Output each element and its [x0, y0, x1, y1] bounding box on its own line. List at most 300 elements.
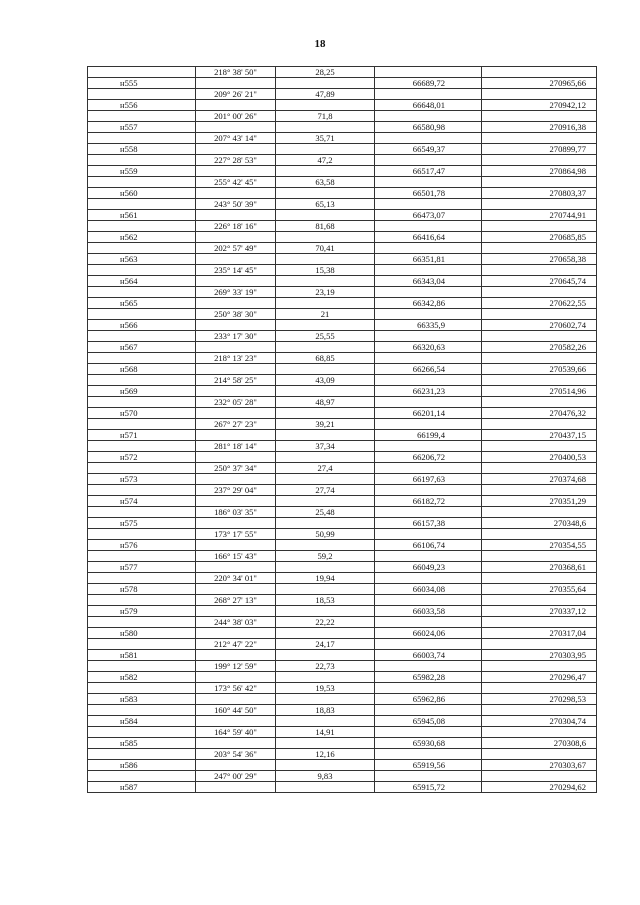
y-coordinate-cell: 270602,74: [482, 320, 597, 331]
distance-cell: [276, 386, 375, 397]
distance-cell: [276, 540, 375, 551]
direction-angle-cell: [196, 672, 276, 683]
y-coordinate-cell: 270304,74: [482, 716, 597, 727]
table-row: [88, 529, 597, 540]
table-row: [88, 144, 597, 155]
y-coordinate-cell: 270308,6: [482, 738, 597, 749]
point-name-cell: [88, 133, 196, 144]
direction-angle-cell: [196, 364, 276, 375]
x-coordinate-cell: 66003,74: [375, 650, 482, 661]
distance-cell: [276, 650, 375, 661]
y-coordinate-cell: [482, 595, 597, 606]
point-name-cell: н585: [88, 738, 196, 749]
x-coordinate-cell: [375, 353, 482, 364]
direction-angle-cell: 243° 50' 39": [196, 199, 276, 210]
x-coordinate-cell: [375, 441, 482, 452]
point-name-cell: н567: [88, 342, 196, 353]
x-coordinate-cell: 65915,72: [375, 782, 482, 793]
y-coordinate-cell: [482, 507, 597, 518]
x-coordinate-cell: [375, 67, 482, 78]
point-name-cell: [88, 529, 196, 540]
table-row: [88, 639, 597, 650]
distance-cell: [276, 518, 375, 529]
table-row: [88, 353, 597, 364]
x-coordinate-cell: [375, 485, 482, 496]
point-name-cell: н586: [88, 760, 196, 771]
distance-cell: 25,48: [276, 507, 375, 518]
table-row: [88, 111, 597, 122]
point-name-cell: [88, 771, 196, 782]
x-coordinate-cell: 66266,54: [375, 364, 482, 375]
distance-cell: [276, 628, 375, 639]
distance-cell: 19,94: [276, 573, 375, 584]
point-name-cell: н578: [88, 584, 196, 595]
direction-angle-cell: 281° 18' 14": [196, 441, 276, 452]
distance-cell: 12,16: [276, 749, 375, 760]
point-name-cell: [88, 309, 196, 320]
table-row: [88, 331, 597, 342]
distance-cell: [276, 144, 375, 155]
direction-angle-cell: [196, 518, 276, 529]
distance-cell: 65,13: [276, 199, 375, 210]
y-coordinate-cell: 270317,04: [482, 628, 597, 639]
distance-cell: 71,8: [276, 111, 375, 122]
y-coordinate-cell: 270916,38: [482, 122, 597, 133]
y-coordinate-cell: 270298,53: [482, 694, 597, 705]
direction-angle-cell: 268° 27' 13": [196, 595, 276, 606]
x-coordinate-cell: [375, 727, 482, 738]
distance-cell: 68,85: [276, 353, 375, 364]
distance-cell: 48,97: [276, 397, 375, 408]
table-row: [88, 78, 597, 89]
distance-cell: [276, 78, 375, 89]
x-coordinate-cell: 66024,06: [375, 628, 482, 639]
table-row: [88, 672, 597, 683]
distance-cell: [276, 188, 375, 199]
table-row: [88, 199, 597, 210]
table-row: [88, 67, 597, 78]
x-coordinate-cell: 66182,72: [375, 496, 482, 507]
table-row: [88, 518, 597, 529]
y-coordinate-cell: 270374,68: [482, 474, 597, 485]
table-row: [88, 474, 597, 485]
distance-cell: [276, 584, 375, 595]
distance-cell: [276, 408, 375, 419]
y-coordinate-cell: [482, 353, 597, 364]
direction-angle-cell: [196, 122, 276, 133]
direction-angle-cell: [196, 166, 276, 177]
distance-cell: 15,38: [276, 265, 375, 276]
distance-cell: 22,22: [276, 617, 375, 628]
x-coordinate-cell: 66106,74: [375, 540, 482, 551]
distance-cell: [276, 342, 375, 353]
x-coordinate-cell: [375, 529, 482, 540]
direction-angle-cell: [196, 78, 276, 89]
direction-angle-cell: 201° 00' 26": [196, 111, 276, 122]
y-coordinate-cell: [482, 771, 597, 782]
y-coordinate-cell: 270437,15: [482, 430, 597, 441]
x-coordinate-cell: [375, 771, 482, 782]
y-coordinate-cell: [482, 287, 597, 298]
x-coordinate-cell: [375, 309, 482, 320]
distance-cell: 14,91: [276, 727, 375, 738]
table-row: [88, 254, 597, 265]
x-coordinate-cell: 66501,78: [375, 188, 482, 199]
point-name-cell: [88, 199, 196, 210]
direction-angle-cell: [196, 738, 276, 749]
distance-cell: [276, 254, 375, 265]
y-coordinate-cell: [482, 375, 597, 386]
distance-cell: [276, 606, 375, 617]
y-coordinate-cell: 270645,74: [482, 276, 597, 287]
point-name-cell: н570: [88, 408, 196, 419]
y-coordinate-cell: 270303,95: [482, 650, 597, 661]
table-row: [88, 89, 597, 100]
distance-cell: [276, 760, 375, 771]
x-coordinate-cell: [375, 155, 482, 166]
x-coordinate-cell: 66335,9: [375, 320, 482, 331]
point-name-cell: н563: [88, 254, 196, 265]
table-row: [88, 562, 597, 573]
x-coordinate-cell: 66342,86: [375, 298, 482, 309]
direction-angle-cell: 214° 58' 25": [196, 375, 276, 386]
x-coordinate-cell: 66157,38: [375, 518, 482, 529]
y-coordinate-cell: 270685,85: [482, 232, 597, 243]
distance-cell: 47,89: [276, 89, 375, 100]
table-row: [88, 760, 597, 771]
direction-angle-cell: [196, 716, 276, 727]
direction-angle-cell: [196, 386, 276, 397]
distance-cell: 81,68: [276, 221, 375, 232]
table-row: [88, 243, 597, 254]
table-row: [88, 628, 597, 639]
distance-cell: 59,2: [276, 551, 375, 562]
y-coordinate-cell: 270337,12: [482, 606, 597, 617]
point-name-cell: [88, 661, 196, 672]
x-coordinate-cell: [375, 507, 482, 518]
distance-cell: 27,4: [276, 463, 375, 474]
point-name-cell: [88, 89, 196, 100]
distance-cell: [276, 122, 375, 133]
y-coordinate-cell: [482, 441, 597, 452]
direction-angle-cell: 247° 00' 29": [196, 771, 276, 782]
x-coordinate-cell: 66049,23: [375, 562, 482, 573]
x-coordinate-cell: 66351,81: [375, 254, 482, 265]
distance-cell: 37,34: [276, 441, 375, 452]
point-name-cell: н558: [88, 144, 196, 155]
y-coordinate-cell: [482, 221, 597, 232]
point-name-cell: н582: [88, 672, 196, 683]
x-coordinate-cell: 66549,37: [375, 144, 482, 155]
x-coordinate-cell: 66343,04: [375, 276, 482, 287]
direction-angle-cell: 203° 54' 36": [196, 749, 276, 760]
distance-cell: 28,25: [276, 67, 375, 78]
direction-angle-cell: [196, 474, 276, 485]
y-coordinate-cell: 270744,91: [482, 210, 597, 221]
table-row: [88, 573, 597, 584]
x-coordinate-cell: [375, 639, 482, 650]
point-name-cell: н587: [88, 782, 196, 793]
distance-cell: [276, 496, 375, 507]
table-row: [88, 551, 597, 562]
point-name-cell: [88, 749, 196, 760]
direction-angle-cell: 166° 15' 43": [196, 551, 276, 562]
direction-angle-cell: [196, 694, 276, 705]
point-name-cell: [88, 419, 196, 430]
x-coordinate-cell: 66473,07: [375, 210, 482, 221]
direction-angle-cell: [196, 606, 276, 617]
distance-cell: [276, 562, 375, 573]
point-name-cell: н572: [88, 452, 196, 463]
distance-cell: [276, 694, 375, 705]
y-coordinate-cell: 270296,47: [482, 672, 597, 683]
x-coordinate-cell: [375, 683, 482, 694]
distance-cell: 18,83: [276, 705, 375, 716]
table-row: [88, 683, 597, 694]
point-name-cell: [88, 463, 196, 474]
distance-cell: 35,71: [276, 133, 375, 144]
point-name-cell: [88, 397, 196, 408]
x-coordinate-cell: [375, 463, 482, 474]
table-row: [88, 298, 597, 309]
x-coordinate-cell: 66320,63: [375, 342, 482, 353]
point-name-cell: н584: [88, 716, 196, 727]
point-name-cell: [88, 375, 196, 386]
direction-angle-cell: [196, 408, 276, 419]
distance-cell: [276, 430, 375, 441]
x-coordinate-cell: [375, 551, 482, 562]
y-coordinate-cell: [482, 705, 597, 716]
y-coordinate-cell: [482, 529, 597, 540]
point-name-cell: [88, 617, 196, 628]
distance-cell: [276, 474, 375, 485]
point-name-cell: [88, 111, 196, 122]
x-coordinate-cell: 66033,58: [375, 606, 482, 617]
distance-cell: 9,83: [276, 771, 375, 782]
point-name-cell: [88, 507, 196, 518]
table-row: [88, 375, 597, 386]
point-name-cell: н581: [88, 650, 196, 661]
direction-angle-cell: [196, 584, 276, 595]
direction-angle-cell: 237° 29' 04": [196, 485, 276, 496]
direction-angle-cell: 255° 42' 45": [196, 177, 276, 188]
y-coordinate-cell: 270899,77: [482, 144, 597, 155]
distance-cell: 39,21: [276, 419, 375, 430]
y-coordinate-cell: 270368,61: [482, 562, 597, 573]
direction-angle-cell: [196, 540, 276, 551]
y-coordinate-cell: [482, 485, 597, 496]
distance-cell: [276, 210, 375, 221]
point-name-cell: н575: [88, 518, 196, 529]
y-coordinate-cell: 270864,98: [482, 166, 597, 177]
coordinates-table: [87, 66, 597, 793]
table-row: [88, 100, 597, 111]
distance-cell: [276, 232, 375, 243]
point-name-cell: н569: [88, 386, 196, 397]
table-row: [88, 606, 597, 617]
direction-angle-cell: 160° 44' 50": [196, 705, 276, 716]
x-coordinate-cell: [375, 331, 482, 342]
y-coordinate-cell: 270514,96: [482, 386, 597, 397]
point-name-cell: [88, 155, 196, 166]
table-row: [88, 540, 597, 551]
x-coordinate-cell: 65945,08: [375, 716, 482, 727]
distance-cell: [276, 276, 375, 287]
x-coordinate-cell: 65982,28: [375, 672, 482, 683]
y-coordinate-cell: [482, 155, 597, 166]
y-coordinate-cell: 270294,62: [482, 782, 597, 793]
y-coordinate-cell: 270355,64: [482, 584, 597, 595]
y-coordinate-cell: 270539,66: [482, 364, 597, 375]
point-name-cell: н580: [88, 628, 196, 639]
table-row: [88, 716, 597, 727]
x-coordinate-cell: 66517,47: [375, 166, 482, 177]
y-coordinate-cell: [482, 67, 597, 78]
point-name-cell: н568: [88, 364, 196, 375]
table-row: [88, 166, 597, 177]
x-coordinate-cell: [375, 199, 482, 210]
y-coordinate-cell: [482, 331, 597, 342]
direction-angle-cell: [196, 100, 276, 111]
point-name-cell: н573: [88, 474, 196, 485]
direction-angle-cell: [196, 562, 276, 573]
direction-angle-cell: 207° 43' 14": [196, 133, 276, 144]
point-name-cell: [88, 683, 196, 694]
y-coordinate-cell: 270942,12: [482, 100, 597, 111]
y-coordinate-cell: 270348,6: [482, 518, 597, 529]
point-name-cell: [88, 265, 196, 276]
x-coordinate-cell: 66689,72: [375, 78, 482, 89]
distance-cell: [276, 716, 375, 727]
coordinates-table-body: [88, 67, 597, 793]
distance-cell: 27,74: [276, 485, 375, 496]
y-coordinate-cell: 270622,55: [482, 298, 597, 309]
direction-angle-cell: [196, 298, 276, 309]
point-name-cell: н556: [88, 100, 196, 111]
point-name-cell: [88, 639, 196, 650]
distance-cell: 21: [276, 309, 375, 320]
distance-cell: [276, 452, 375, 463]
table-row: [88, 386, 597, 397]
table-row: [88, 661, 597, 672]
table-row: [88, 221, 597, 232]
point-name-cell: н571: [88, 430, 196, 441]
y-coordinate-cell: [482, 661, 597, 672]
x-coordinate-cell: 66231,23: [375, 386, 482, 397]
table-row: [88, 507, 597, 518]
direction-angle-cell: 173° 56' 42": [196, 683, 276, 694]
direction-angle-cell: 232° 05' 28": [196, 397, 276, 408]
distance-cell: [276, 782, 375, 793]
y-coordinate-cell: [482, 243, 597, 254]
direction-angle-cell: 218° 13' 23": [196, 353, 276, 364]
x-coordinate-cell: [375, 375, 482, 386]
x-coordinate-cell: 66648,01: [375, 100, 482, 111]
point-name-cell: [88, 243, 196, 254]
direction-angle-cell: [196, 430, 276, 441]
table-row: [88, 738, 597, 749]
x-coordinate-cell: [375, 705, 482, 716]
direction-angle-cell: [196, 320, 276, 331]
x-coordinate-cell: [375, 221, 482, 232]
distance-cell: [276, 100, 375, 111]
table-row: [88, 397, 597, 408]
x-coordinate-cell: 66206,72: [375, 452, 482, 463]
x-coordinate-cell: [375, 617, 482, 628]
distance-cell: 63,58: [276, 177, 375, 188]
point-name-cell: н576: [88, 540, 196, 551]
y-coordinate-cell: 270476,32: [482, 408, 597, 419]
direction-angle-cell: [196, 628, 276, 639]
direction-angle-cell: 235° 14' 45": [196, 265, 276, 276]
x-coordinate-cell: 65930,68: [375, 738, 482, 749]
y-coordinate-cell: [482, 419, 597, 430]
table-row: [88, 188, 597, 199]
y-coordinate-cell: [482, 89, 597, 100]
distance-cell: 19,53: [276, 683, 375, 694]
y-coordinate-cell: [482, 177, 597, 188]
y-coordinate-cell: 270351,29: [482, 496, 597, 507]
point-name-cell: н555: [88, 78, 196, 89]
direction-angle-cell: 267° 27' 23": [196, 419, 276, 430]
y-coordinate-cell: [482, 551, 597, 562]
point-name-cell: [88, 67, 196, 78]
distance-cell: 18,53: [276, 595, 375, 606]
table-row: [88, 452, 597, 463]
x-coordinate-cell: [375, 243, 482, 254]
x-coordinate-cell: [375, 265, 482, 276]
table-row: [88, 782, 597, 793]
direction-angle-cell: [196, 650, 276, 661]
y-coordinate-cell: 270354,55: [482, 540, 597, 551]
table-row: [88, 650, 597, 661]
y-coordinate-cell: [482, 199, 597, 210]
direction-angle-cell: 233° 17' 30": [196, 331, 276, 342]
direction-angle-cell: 164° 59' 40": [196, 727, 276, 738]
distance-cell: [276, 672, 375, 683]
point-name-cell: н559: [88, 166, 196, 177]
x-coordinate-cell: 65919,56: [375, 760, 482, 771]
table-row: [88, 210, 597, 221]
y-coordinate-cell: [482, 133, 597, 144]
distance-cell: [276, 738, 375, 749]
x-coordinate-cell: [375, 595, 482, 606]
point-name-cell: [88, 705, 196, 716]
x-coordinate-cell: 66199,4: [375, 430, 482, 441]
x-coordinate-cell: 65962,86: [375, 694, 482, 705]
direction-angle-cell: [196, 452, 276, 463]
table-row: [88, 430, 597, 441]
y-coordinate-cell: 270658,38: [482, 254, 597, 265]
distance-cell: [276, 364, 375, 375]
distance-cell: [276, 320, 375, 331]
point-name-cell: [88, 353, 196, 364]
distance-cell: 50,99: [276, 529, 375, 540]
y-coordinate-cell: [482, 397, 597, 408]
table-row: [88, 320, 597, 331]
table-row: [88, 595, 597, 606]
point-name-cell: н564: [88, 276, 196, 287]
point-name-cell: [88, 177, 196, 188]
distance-cell: 23,19: [276, 287, 375, 298]
y-coordinate-cell: [482, 573, 597, 584]
distance-cell: [276, 298, 375, 309]
direction-angle-cell: 227° 28' 53": [196, 155, 276, 166]
table-row: [88, 408, 597, 419]
point-name-cell: н577: [88, 562, 196, 573]
y-coordinate-cell: 270303,67: [482, 760, 597, 771]
direction-angle-cell: [196, 782, 276, 793]
